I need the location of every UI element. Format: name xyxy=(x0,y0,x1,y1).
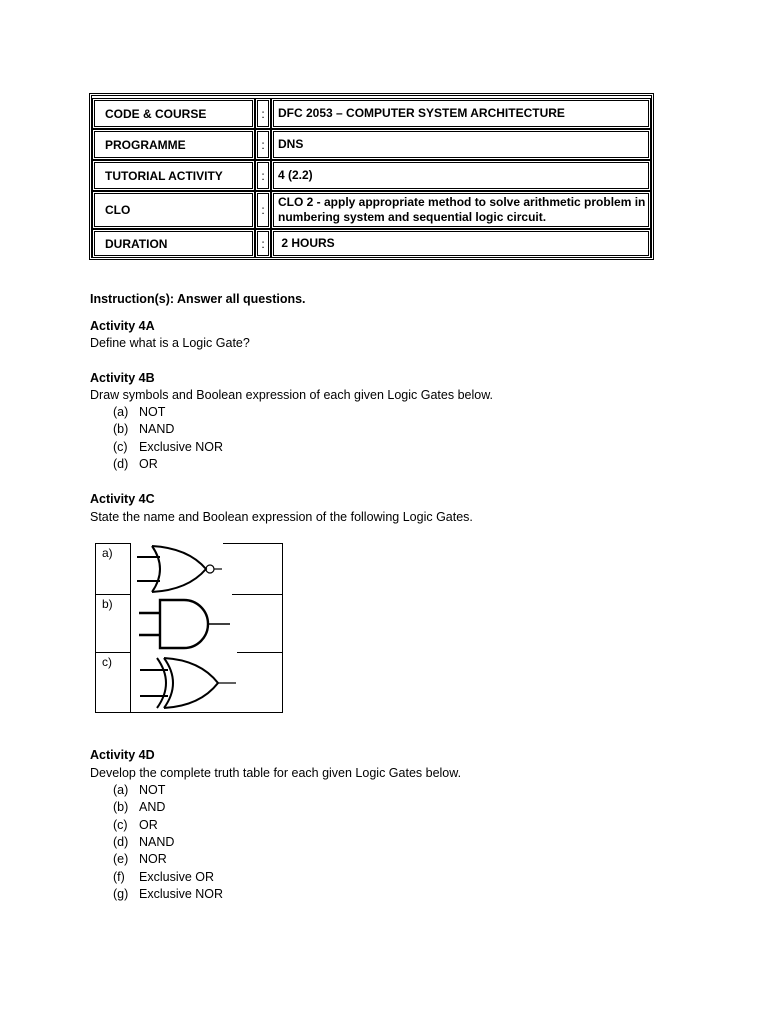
label-clo: CLO xyxy=(92,191,255,229)
separator: : xyxy=(255,191,271,229)
label-code-course: CODE & COURSE xyxy=(92,98,255,129)
label-duration: DURATION xyxy=(92,229,255,258)
separator: : xyxy=(255,129,271,160)
list-item: (e) NOR xyxy=(113,852,167,866)
label-tutorial-activity: TUTORIAL ACTIVITY xyxy=(92,160,255,191)
instructions: Instruction(s): Answer all questions. xyxy=(90,292,306,306)
list-item: (g) Exclusive NOR xyxy=(113,887,224,901)
list-item: (b) AND xyxy=(113,800,166,814)
separator: : xyxy=(255,160,271,191)
clo-line-2: numbering system and sequential logic circuit. xyxy=(278,210,547,224)
gate-row-label-c: c) xyxy=(102,655,112,669)
and-gate-icon xyxy=(139,600,230,648)
activity-4b-text: Draw symbols and Boolean expression of each given Logic Gates below. xyxy=(90,388,494,402)
value-tutorial-activity: 4 (2.2) xyxy=(271,160,651,191)
label-programme: PROGRAMME xyxy=(92,129,255,160)
activity-4d-title: Activity 4D xyxy=(90,748,155,762)
separator: : xyxy=(255,229,271,258)
value-code-course: DFC 2053 – COMPUTER SYSTEM ARCHITECTURE xyxy=(271,98,651,129)
separator: : xyxy=(255,98,271,129)
activity-4c-title: Activity 4C xyxy=(90,492,155,506)
nor-gate-icon xyxy=(137,546,222,592)
list-item: (d) NAND xyxy=(113,835,175,849)
value-programme: DNS xyxy=(271,129,651,160)
gate-row-label-a: a) xyxy=(102,546,113,560)
gate-row-label-b: b) xyxy=(102,597,113,611)
list-item: (a) NOT xyxy=(113,405,166,419)
list-item: (f) Exclusive OR xyxy=(113,870,215,884)
activity-4a-title: Activity 4A xyxy=(90,319,155,333)
list-item: (c) OR xyxy=(113,818,158,832)
list-item: (a) NOT xyxy=(113,783,166,797)
activity-4b-title: Activity 4B xyxy=(90,371,155,385)
activity-4c-text: State the name and Boolean expression of the following Logic Gates. xyxy=(90,510,473,524)
xor-gate-icon xyxy=(140,658,236,708)
clo-line-1: CLO 2 - apply appropriate method to solve arithmetic problem in xyxy=(278,195,646,209)
activity-4d-text: Develop the complete truth table for each given Logic Gates below. xyxy=(90,766,462,780)
list-item: (c) Exclusive NOR xyxy=(113,440,224,454)
activity-4a-text: Define what is a Logic Gate? xyxy=(90,336,250,350)
list-item: (d) OR xyxy=(113,457,158,471)
list-item: (b) NAND xyxy=(113,422,175,436)
value-duration: 2 HOURS xyxy=(271,229,651,258)
